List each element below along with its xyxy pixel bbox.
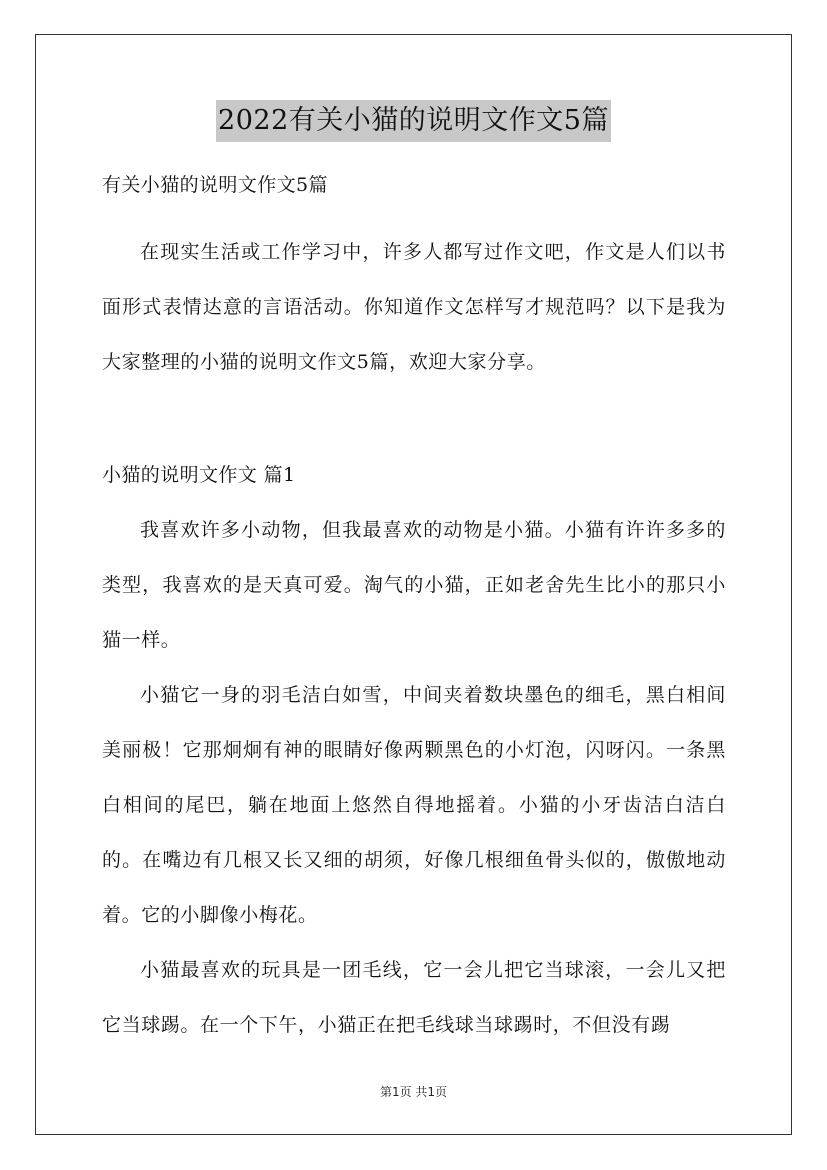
document-title: 2022有关小猫的说明文作文5篇: [216, 100, 611, 142]
title-container: [0, 100, 827, 142]
intro-paragraph: 在现实生活或工作学习中，许多人都写过作文吧，作文是人们以书面形式表情达意的言语活动。你知道作文怎样写才规范吗？以下是我为大家整理的小猫的说明文作文5篇，欢迎大家分享。: [102, 241, 726, 373]
body-paragraph-2: 小猫它一身的羽毛洁白如雪，中间夹着数块墨色的细毛，黑白相间美丽极！它那炯炯有神的眼睛好像两颗黑色的小灯泡，闪呀闪。一条黑白相间的尾巴，躺在地面上悠然自得地摇着。小猫的小牙齿洁白洁白的。在嘴边有几根又长又细的胡须，好像几根细鱼骨头似的，傲傲地动着。它的小脚像小梅花。: [102, 684, 726, 926]
document-body: [102, 172, 726, 1053]
section-heading: 小猫的说明文作文 篇1: [102, 464, 296, 486]
body-paragraph-3: 小猫最喜欢的玩具是一团毛线，它一会儿把它当球滚，一会儿又把它当球踢。在一个下午，小猫正在把毛线球当球踢时，不但没有踢: [102, 959, 726, 1036]
body-paragraph-1: 我喜欢许多小动物，但我最喜欢的动物是小猫。小猫有许许多多的类型，我喜欢的是天真可爱。淘气的小猫，正如老舍先生比小的那只小猫一样。: [102, 519, 726, 651]
document-subtitle: 有关小猫的说明文作文5篇: [102, 174, 328, 196]
page-footer: 第1页 共1页: [379, 1085, 448, 1099]
